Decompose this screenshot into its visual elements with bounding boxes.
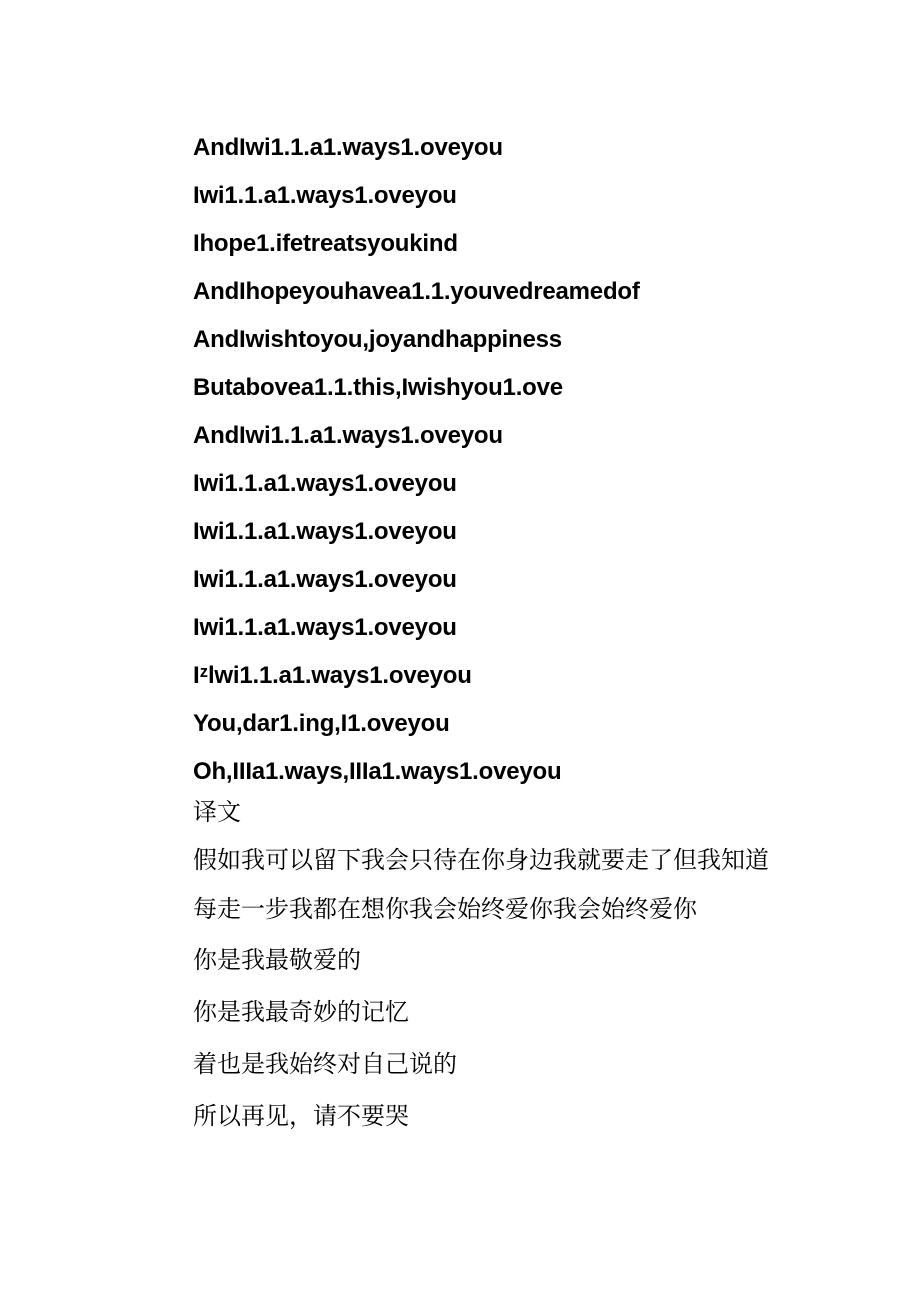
lyric-line: Iwi1.1.a1.ways1.oveyou xyxy=(193,470,457,497)
translation-heading: 译文 xyxy=(193,798,241,826)
lyric-line: Oh,IIIa1.ways,IIIa1.ways1.oveyou xyxy=(193,758,562,785)
lyric-line: Butabovea1.1.this,Iwishyou1.ove xyxy=(193,374,563,401)
translation-line: 你是我最奇妙的记忆 xyxy=(193,998,409,1026)
lyric-line: Iwi1.1.a1.ways1.oveyou xyxy=(193,518,457,545)
lyric-line: Iwi1.1.a1.ways1.oveyou xyxy=(193,182,457,209)
translation-line: 所以再见，请不要哭 xyxy=(193,1102,409,1130)
translation-paragraph: 假如我可以留下我会只待在你身边我就要走了但我知道每走一步我都在想你我会始终爱你我会始终爱你 xyxy=(193,846,769,923)
lyric-line: Iwi1.1.a1.ways1.oveyou xyxy=(193,566,457,593)
lyric-line: AndIwi1.1.a1.ways1.oveyou xyxy=(193,422,503,449)
lyric-line: AndIwishtoyou,joyandhappiness xyxy=(193,326,562,353)
lyric-line: AndIhopeyouhavea1.1.youvedreamedof xyxy=(193,278,640,305)
lyric-line: Iᶻlwi1.1.a1.ways1.oveyou xyxy=(193,662,472,689)
english-lyrics xyxy=(193,124,793,796)
chinese-translation xyxy=(193,788,783,1142)
lyric-line: You,dar1.ing,I1.oveyou xyxy=(193,710,450,737)
lyric-line: AndIwi1.1.a1.ways1.oveyou xyxy=(193,134,503,161)
translation-line: 着也是我始终对自己说的 xyxy=(193,1050,457,1078)
translation-line: 你是我最敬爱的 xyxy=(193,946,361,974)
lyric-line: Iwi1.1.a1.ways1.oveyou xyxy=(193,614,457,641)
lyric-line: Ihope1.ifetreatsyoukind xyxy=(193,230,458,257)
